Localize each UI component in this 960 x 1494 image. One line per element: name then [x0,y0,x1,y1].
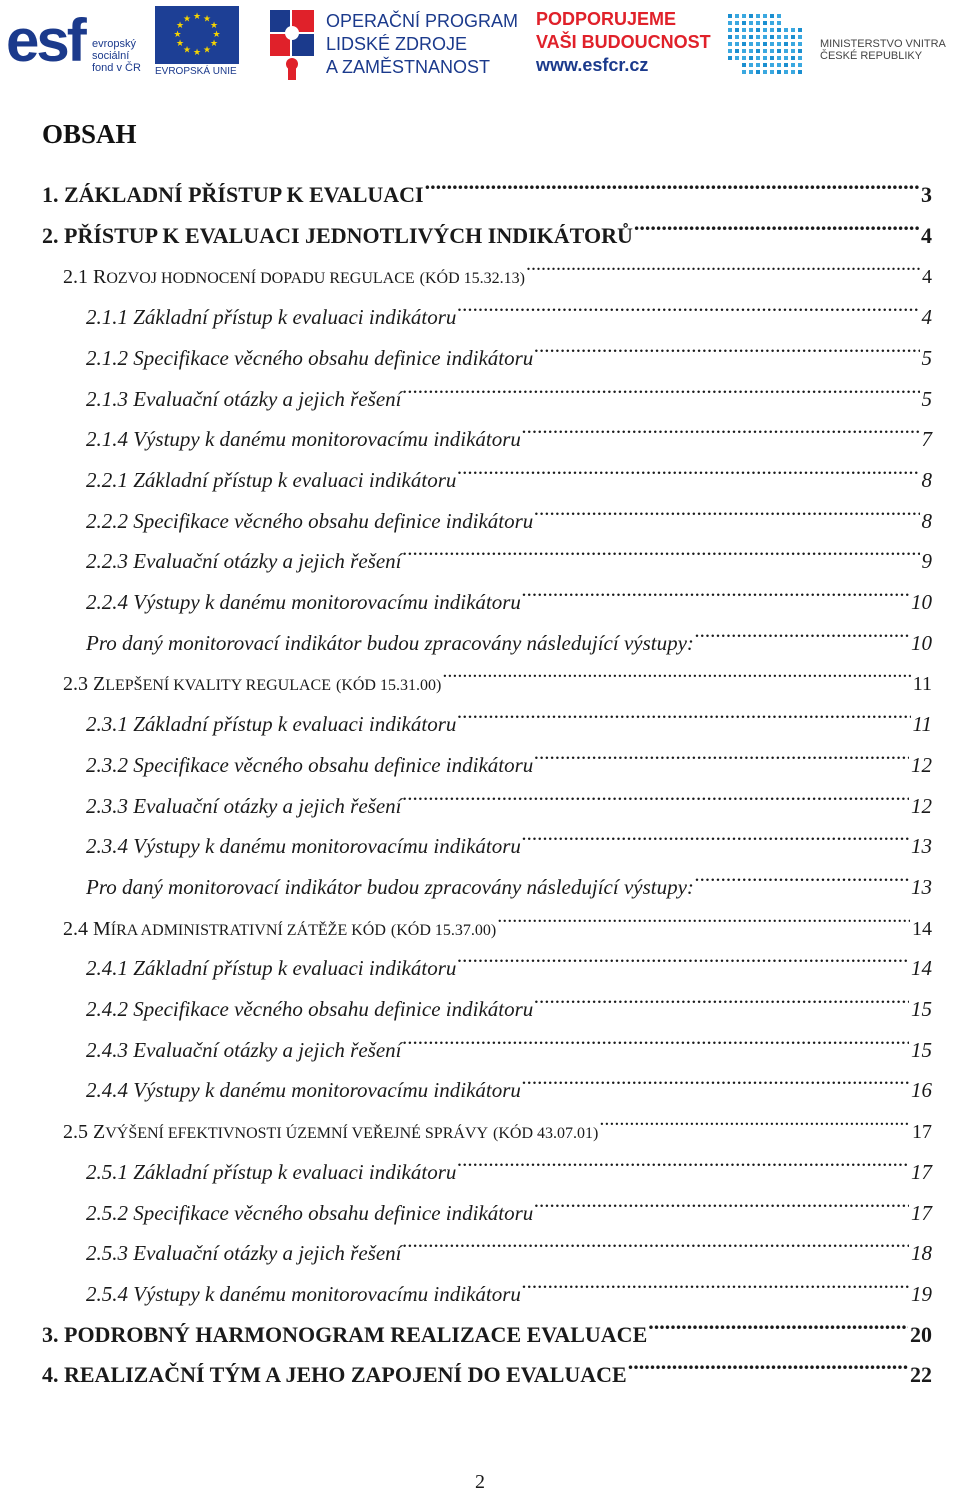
toc-dot-leader [534,976,909,1016]
ministry-dot [798,56,802,60]
toc-entry[interactable] [86,528,932,574]
toc-entry-label: 2.4.4 Výstupy k danému monitorovacímu indikátoru [86,1078,521,1103]
toc-entry[interactable] [42,162,932,207]
toc-dot-leader [522,406,920,446]
toc-entry-label: 4. REALIZAČNÍ TÝM A JEHO ZAPOJENÍ DO EVALUACE [42,1362,627,1388]
toc-entry[interactable] [86,569,932,614]
toc-entry-page: 19 [911,1281,932,1306]
toc-entry-label: 2.4.1 Základní přístup k evaluaci indikátoru [86,956,457,981]
toc-entry-page: 16 [911,1078,932,1103]
toc-entry-label: 2.3.1 Základní přístup k evaluaci indikátoru [86,712,457,737]
ministry-dot [763,70,767,74]
ministry-dot [742,28,746,32]
ministry-dot [763,42,767,46]
support-line2: VAŠI BUDOUCNOST [536,32,711,52]
toc-dot-leader [522,1261,909,1301]
svg-text:★: ★ [192,48,202,58]
ministry-dot [756,49,760,53]
ministry-dot [791,35,795,39]
toc-entry-label: Pro daný monitorovací indikátor budou zpracovány následující výstupy: [86,630,694,655]
toc-dot-leader [648,1302,908,1342]
ministry-dot [756,70,760,74]
toc-entry-label: 2.4.2 Specifikace věcného obsahu definice indikátoru [86,997,534,1021]
ministry-dot [770,49,774,53]
ministry-dot [798,70,802,74]
toc-entry[interactable] [86,488,932,533]
toc-entry-smallcaps: VÝŠENÍ EFEKTIVNOSTI ÚZEMNÍ VEŘEJNÉ SPRÁVY [105,1125,489,1143]
ministry-dot [791,63,795,67]
toc-entry-label: 2.1.4 Výstupy k danému monitorovacímu indikátoru [86,427,521,452]
ministry-dot [777,49,781,53]
toc-entry-page: 11 [912,673,932,696]
toc-entry-initial: Z [93,673,106,696]
ministry-line1: MINISTERSTVO VNITRA [820,38,946,50]
ministry-dot [742,21,746,25]
toc-entry-code: (KÓD 15.31.00) [335,677,442,695]
toc-entry[interactable] [42,1302,932,1347]
toc-dot-leader [534,732,909,772]
ministry-dot [791,42,795,46]
toc-entry[interactable] [63,895,932,940]
ministry-dot [784,56,788,60]
toc-entry-label: 2.2.2 Specifikace věcného obsahu definice indikátoru [86,508,534,533]
support-url: www.esfcr.cz [536,55,649,75]
ministry-dot [742,56,746,60]
toc-entry-label: 2.4.3 Evaluační otázky a jejich řešení [86,1037,402,1062]
svg-text:★: ★ [182,14,192,25]
ministry-dot [791,49,795,53]
ministry-dot [735,14,739,18]
ministry-dot [735,42,739,46]
ministry-dot [749,28,753,32]
logo-bar [0,0,960,84]
ministry-dot [770,70,774,74]
ministry-dot [763,63,767,67]
toc-entry-label: 2.5.1 Základní přístup k evaluaci indikátoru [86,1159,457,1184]
toc-dot-leader [403,366,920,406]
ministry-dot [742,42,746,46]
ministry-dot [777,21,781,25]
ministry-dot [763,49,767,53]
toc-entry-initial: Z [93,1121,106,1144]
svg-text:★: ★ [192,12,202,22]
toc-entry-page: 4 [922,266,932,289]
toc-dot-leader [457,1139,909,1179]
esf-logo [6,4,150,80]
toc-entry-smallcaps: LEPŠENÍ KVALITY REGULACE [105,677,331,695]
toc-entry-label: 2.5.2 Specifikace věcného obsahu definice indikátoru [86,1200,534,1225]
ministry-dot [770,42,774,46]
toc-entry[interactable] [86,773,932,818]
ministry-dot [735,21,739,25]
toc-entry-label: 2.3.2 Specifikace věcného obsahu definice indikátoru [86,752,534,777]
ministry-dot [784,35,788,39]
ministry-dot [777,56,781,60]
toc-entry-label: 2.1.1 Základní přístup k evaluaci indikátoru [86,305,457,330]
toc-dot-leader [628,1342,908,1382]
ministry-dot [770,56,774,60]
toc-entry[interactable] [86,854,932,899]
ministry-dot [735,49,739,53]
toc-entry-label: 2.1.2 Specifikace věcného obsahu definice indikátoru [86,345,534,370]
ministry-dot [791,56,795,60]
ministry-dot [770,28,774,32]
toc-entry-page: 12 [911,793,932,818]
toc-entry[interactable] [86,1017,932,1062]
ministry-logo [726,12,958,78]
toc-dot-leader [497,895,910,935]
ministry-dot [742,70,746,74]
page-number: 2 [475,1471,485,1493]
toc-dot-leader [534,488,919,528]
toc-dot-leader [403,773,909,813]
svg-text:★: ★ [212,30,221,40]
ministry-dot [749,21,753,25]
toc-dot-leader [457,691,910,731]
toc-entry-page: 15 [911,1037,932,1062]
toc-entry-page: 5 [921,345,932,370]
toc-entry-number: 2.3 [63,673,88,696]
svg-text:★: ★ [173,30,182,40]
ministry-dot [749,49,753,53]
toc-dot-leader [425,162,919,202]
toc-entry-number: 2.4 [63,917,88,940]
ministry-dot [756,35,760,39]
toc-entry[interactable] [86,935,932,981]
svg-text:★: ★ [209,21,219,31]
toc-entry[interactable] [86,1261,932,1306]
esf-caption-line3: fond v ČR [92,62,141,74]
toc-entry-page: 17 [911,1200,932,1225]
esf-caption [92,38,162,74]
ministry-dot [735,56,739,60]
toc-title: OBSAH [42,119,137,149]
toc-entry-page: 22 [910,1362,932,1388]
toc-entry-page: 17 [911,1159,932,1184]
ministry-dot [770,63,774,67]
ministry-dot [728,49,732,53]
toc-entry-code: (KÓD 15.32.13) [419,270,525,288]
toc-dot-leader [526,243,920,283]
toc-entry-page: 13 [911,834,932,859]
toc-entry-page: 17 [912,1121,932,1144]
toc-entry[interactable] [86,325,932,370]
ministry-dot [784,49,788,53]
toc-dot-leader [457,284,919,324]
toc-entry-code: (KÓD 15.37.00) [390,921,497,939]
ministry-dot [749,63,753,67]
toc-entry-page: 12 [911,752,932,777]
oplz-line3: A ZAMĚSTNANOST [326,57,491,77]
toc-entry-page: 14 [911,956,932,981]
ministry-dot [798,35,802,39]
ministry-dot [749,56,753,60]
ministry-dot [742,35,746,39]
toc-entry[interactable] [42,1342,932,1388]
toc-entry-page: 3 [921,182,932,207]
toc-entry-page: 4 [921,305,932,330]
esf-mark: esf [6,7,84,74]
ministry-dot [784,42,788,46]
toc-entry[interactable] [86,691,932,737]
toc-entry-page: 18 [911,1241,932,1266]
toc-dot-leader [403,528,920,568]
toc-entry-number: 2.1 [63,266,88,289]
eu-logo [155,6,241,80]
toc-entry[interactable] [63,650,932,696]
ministry-line2: ČESKÉ REPUBLIKY [820,50,923,62]
esf-caption-line1: evropský [92,38,137,50]
toc-entry[interactable] [86,1180,932,1225]
toc-entry[interactable] [86,284,932,330]
toc-entry[interactable] [63,1098,932,1144]
toc-entry[interactable] [86,1057,932,1103]
ministry-dot [777,42,781,46]
ministry-dot [763,56,767,60]
toc-entry-number: 2.5 [63,1121,88,1144]
ministry-dot [763,28,767,32]
ministry-dot [784,28,788,32]
ministry-dot [770,35,774,39]
oplz-line1: OPERAČNÍ PROGRAM [326,11,519,31]
ministry-dot [756,56,760,60]
ministry-dots-icon [726,12,808,78]
svg-text:★: ★ [202,45,212,56]
toc-entry-label: 2.3.3 Evaluační otázky a jejich řešení [86,793,402,818]
toc-dot-leader [695,854,909,894]
ministry-dot [728,28,732,32]
toc-dot-leader [534,1180,909,1220]
toc-entry-page: 13 [911,874,932,899]
toc-entry[interactable] [86,813,932,859]
ministry-dot [784,70,788,74]
toc-dot-leader [522,1057,909,1097]
toc-entry-initial: R [93,266,107,289]
toc-entry-page: 20 [910,1321,932,1347]
ministry-dot [756,28,760,32]
toc-entry-initial: M [93,917,111,940]
ministry-dot [728,42,732,46]
ministry-dot [749,14,753,18]
toc-entry-page: 7 [921,427,932,452]
ministry-dot [791,28,795,32]
ministry-dot [798,28,802,32]
ministry-dot [756,63,760,67]
ministry-dot [798,42,802,46]
ministry-dot [770,21,774,25]
toc-dot-leader [442,650,910,690]
eu-flag-icon [155,6,239,64]
toc-dot-leader [457,447,919,487]
ministry-dot [798,63,802,67]
ministry-dot [728,56,732,60]
toc-entry[interactable] [86,610,932,655]
svg-text:★: ★ [175,39,185,49]
toc-entry-label: 2.3.4 Výstupy k danému monitorovacímu indikátoru [86,834,521,859]
ministry-dot [756,42,760,46]
toc-dot-leader [457,935,909,975]
toc-entry-page: 8 [921,467,932,492]
ministry-dot [728,35,732,39]
ministry-dot [777,63,781,67]
toc-entry-page: 5 [921,386,932,411]
ministry-dot [735,35,739,39]
toc-entry-page: 10 [911,590,932,614]
ministry-dot [749,35,753,39]
toc-entry-label: 2.1.3 Evaluační otázky a jejich řešení [86,386,402,411]
toc-entry-label: 2.2.3 Evaluační otázky a jejich řešení [86,549,402,574]
toc-dot-leader [634,203,919,243]
ministry-dot [777,35,781,39]
toc-entry-label: 2.2.1 Základní přístup k evaluaci indikátoru [86,467,457,492]
toc-entry[interactable] [63,243,932,289]
toc-entry-label: 3. PODROBNÝ HARMONOGRAM REALIZACE EVALUACE [42,1321,648,1347]
ministry-dot [728,14,732,18]
oplz-line2: LIDSKÉ ZDROJE [326,34,468,54]
toc-entry-page: 14 [912,917,932,940]
ministry-dot [742,63,746,67]
svg-text:★: ★ [209,39,219,49]
toc-entry-label: 2. PŘÍSTUP K EVALUACI JEDNOTLIVÝCH INDIKÁTORŮ [42,222,633,248]
toc-entry[interactable] [86,406,932,452]
ministry-dot [770,14,774,18]
ministry-dot [763,35,767,39]
svg-text:★: ★ [182,45,192,56]
toc-entry[interactable] [86,1220,932,1266]
toc-dot-leader [522,569,909,609]
toc-dot-leader [403,1017,909,1057]
toc-entry-label: 2.5.4 Výstupy k danému monitorovacímu indikátoru [86,1281,521,1306]
ministry-dot [784,63,788,67]
toc-entry[interactable] [86,976,932,1021]
toc-entry-smallcaps: ÍRA ADMINISTRATIVNÍ ZÁTĚŽE KÓD [110,921,386,939]
eu-caption: EVROPSKÁ UNIE [155,66,237,77]
toc-entry-label: 2.5.3 Evaluační otázky a jejich řešení [86,1241,402,1266]
ministry-dot [763,21,767,25]
ministry-dot [749,42,753,46]
toc-entry[interactable] [86,1139,932,1184]
toc-entry-label: 1. ZÁKLADNÍ PŘÍSTUP K EVALUACI [42,182,424,207]
support-slogan [536,8,711,77]
toc-entry[interactable] [86,366,932,411]
toc-entry-code: (KÓD 43.07.01) [493,1125,599,1143]
oplz-figure-icon [268,6,318,80]
ministry-dot [777,14,781,18]
ministry-dot [728,21,732,25]
toc-entry[interactable] [86,732,932,777]
toc-dot-leader [695,610,909,650]
ministry-dot [791,70,795,74]
toc-entry-page: 4 [921,222,932,248]
toc-entry-page: 15 [911,997,932,1021]
ministry-dot [756,14,760,18]
ministry-dot [756,21,760,25]
toc-entry-label: 2.2.4 Výstupy k danému monitorovacímu indikátoru [86,590,521,614]
ministry-dot [777,28,781,32]
support-line1: PODPORUJEME [536,9,677,29]
svg-text:★: ★ [202,14,212,25]
ministry-dot [798,49,802,53]
toc-dot-leader [522,813,909,853]
oplz-title [326,10,518,79]
toc-entry[interactable] [42,203,932,248]
ministry-dot [763,14,767,18]
toc-entry-page: 11 [912,712,932,737]
toc-entry-page: 9 [921,549,932,574]
toc-entry[interactable] [86,447,932,492]
toc-dot-leader [599,1098,910,1138]
ministry-dot [742,14,746,18]
ministry-dot [777,70,781,74]
toc-entry-label: Pro daný monitorovací indikátor budou zpracovány následující výstupy: [86,874,694,899]
toc-dot-leader [534,325,919,365]
svg-text:★: ★ [175,21,185,31]
ministry-dot [749,70,753,74]
ministry-dot [735,28,739,32]
oplz-logo [268,4,518,80]
ministry-dot [742,49,746,53]
toc-entry-page: 8 [921,508,932,533]
toc-dot-leader [403,1220,909,1260]
toc-entry-smallcaps: OZVOJ HODNOCENÍ DOPADU REGULACE [106,270,415,288]
toc-entry-page: 10 [911,630,932,655]
esf-caption-line2: sociální [92,50,130,62]
ministry-name [820,38,946,62]
